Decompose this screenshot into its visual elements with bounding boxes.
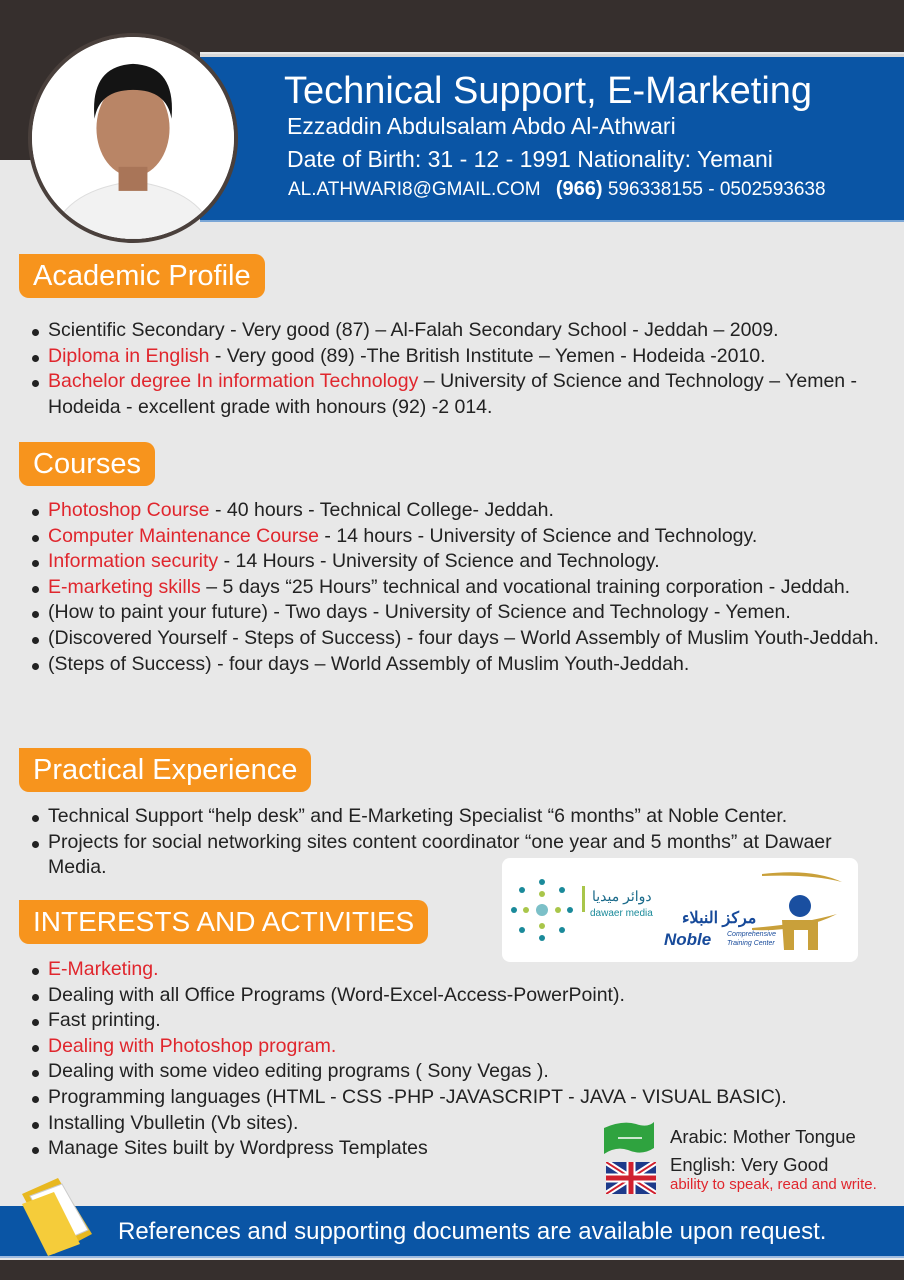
- item-text: - 40 hours - Technical College- Jeddah.: [209, 499, 554, 521]
- item-text: Installing Vbulletin (Vb sites).: [48, 1111, 299, 1134]
- academic-list: [30, 318, 890, 420]
- english-level: English: Very Good: [670, 1154, 829, 1175]
- email[interactable]: AL.ATHWARI8@GMAIL.COM: [288, 179, 541, 200]
- uk-flag-icon: [606, 1162, 656, 1194]
- partner-logos: [502, 858, 858, 962]
- arabic-level: Arabic: Mother Tongue: [670, 1126, 856, 1147]
- highlight-text: Computer Maintenance Course: [48, 524, 319, 547]
- list-item: [30, 1034, 890, 1060]
- list-item: [30, 600, 890, 626]
- item-text: - 14 Hours - University of Science and Technology.: [218, 550, 660, 573]
- highlight-text: E-Marketing.: [48, 958, 159, 980]
- list-item: [30, 549, 890, 575]
- item-text: Manage Sites built by Wordpress Templates: [48, 1137, 428, 1160]
- item-text: Dealing with some video editing programs ( Sony Vegas ).: [48, 1060, 549, 1083]
- item-text: Fast printing.: [48, 1009, 161, 1032]
- phone-code: (966): [555, 178, 603, 200]
- highlight-text: Dealing with Photoshop program.: [48, 1034, 337, 1057]
- list-item: [30, 652, 890, 678]
- list-item: [30, 1085, 890, 1111]
- item-text: Scientific Secondary - Very good (87) – Al-Falah Secondary School - Jeddah – 2009.: [48, 319, 779, 341]
- job-title: Technical Support, E-Marketing: [284, 70, 813, 112]
- contact-line: [288, 178, 826, 201]
- item-text: (Steps of Success) - four days – World Assembly of Muslim Youth-Jeddah.: [48, 652, 690, 675]
- list-item: [30, 344, 890, 370]
- languages: [600, 1120, 900, 1200]
- list-item: [30, 369, 890, 420]
- item-text: Technical Support “help desk” and E-Marketing Specialist “6 months” at Noble Center.: [48, 805, 788, 827]
- list-item: [30, 1008, 890, 1034]
- highlight-text: Diploma in English: [48, 344, 210, 367]
- section-courses: Courses: [19, 442, 155, 486]
- dawaer-en: dawaer media: [590, 908, 653, 919]
- item-text: Dealing with all Office Programs (Word-Excel-Access-PowerPoint).: [48, 983, 625, 1006]
- item-text: Projects for social networking sites content coordinator “one year and 5 months” at Dawaer Media.: [48, 830, 832, 879]
- english-note: ability to speak, read and write.: [670, 1176, 877, 1193]
- dawaer-logo-icon: [510, 878, 574, 942]
- item-text: – University of Science and Technology – Yemen - Hodeida - excellent grade with honours (92) -2 014.: [48, 370, 858, 418]
- courses-list: [30, 498, 890, 677]
- footer-text: References and supporting documents are available upon request.: [118, 1218, 827, 1245]
- phones: 596338155 - 0502593638: [607, 179, 826, 200]
- list-item: [30, 1059, 890, 1085]
- noble-en: Noble: [664, 930, 712, 949]
- full-name: Ezzaddin Abdulsalam Abdo Al-Athwari: [287, 113, 676, 139]
- item-text: (Discovered Yourself - Steps of Success) - four days – World Assembly of Muslim Youth-Jeddah.: [48, 626, 879, 649]
- list-item: [30, 575, 890, 601]
- documents-folder-icon: [18, 1174, 96, 1258]
- noble-sub2: Training Center: [727, 940, 775, 947]
- highlight-text: Bachelor degree In information Technology: [48, 370, 419, 393]
- noble-logo-icon: [732, 866, 848, 956]
- bottom-band: [0, 1260, 904, 1280]
- section-academic: Academic Profile: [19, 254, 265, 298]
- list-item: [30, 626, 890, 652]
- item-text: Programming languages (HTML - CSS -PHP -JAVASCRIPT - JAVA - VISUAL BASIC).: [48, 1085, 787, 1108]
- saudi-flag-icon: [602, 1120, 656, 1158]
- highlight-text: E-marketing skills: [48, 575, 201, 598]
- item-text: (How to paint your future) - Two days - University of Science and Technology - Yemen.: [48, 601, 791, 624]
- list-item: [30, 524, 890, 550]
- item-text: – 5 days “25 Hours” technical and vocational training corporation - Jeddah.: [200, 575, 851, 598]
- section-interests: INTERESTS AND ACTIVITIES: [19, 900, 428, 944]
- highlight-text: Information security: [48, 550, 219, 573]
- item-text: - 14 hours - University of Science and Technology.: [318, 524, 758, 547]
- profile-photo: [28, 33, 238, 243]
- noble-ar: مركز النبلاء: [682, 910, 757, 927]
- list-item: [30, 498, 890, 524]
- highlight-text: Photoshop Course: [48, 499, 210, 521]
- noble-sub1: Comprehensive: [727, 931, 777, 938]
- footer-band: [0, 1206, 904, 1258]
- item-text: - Very good (89) -The British Institute – Yemen - Hodeida -2010.: [209, 344, 766, 367]
- section-experience: Practical Experience: [19, 748, 311, 792]
- birth-nationality: Date of Birth: 31 - 12 - 1991 Nationality: Yemani: [287, 146, 773, 172]
- dawaer-ar: دوائر ميديا: [592, 888, 652, 904]
- list-item: [30, 318, 890, 344]
- list-item: [30, 983, 890, 1009]
- list-item: [30, 804, 850, 830]
